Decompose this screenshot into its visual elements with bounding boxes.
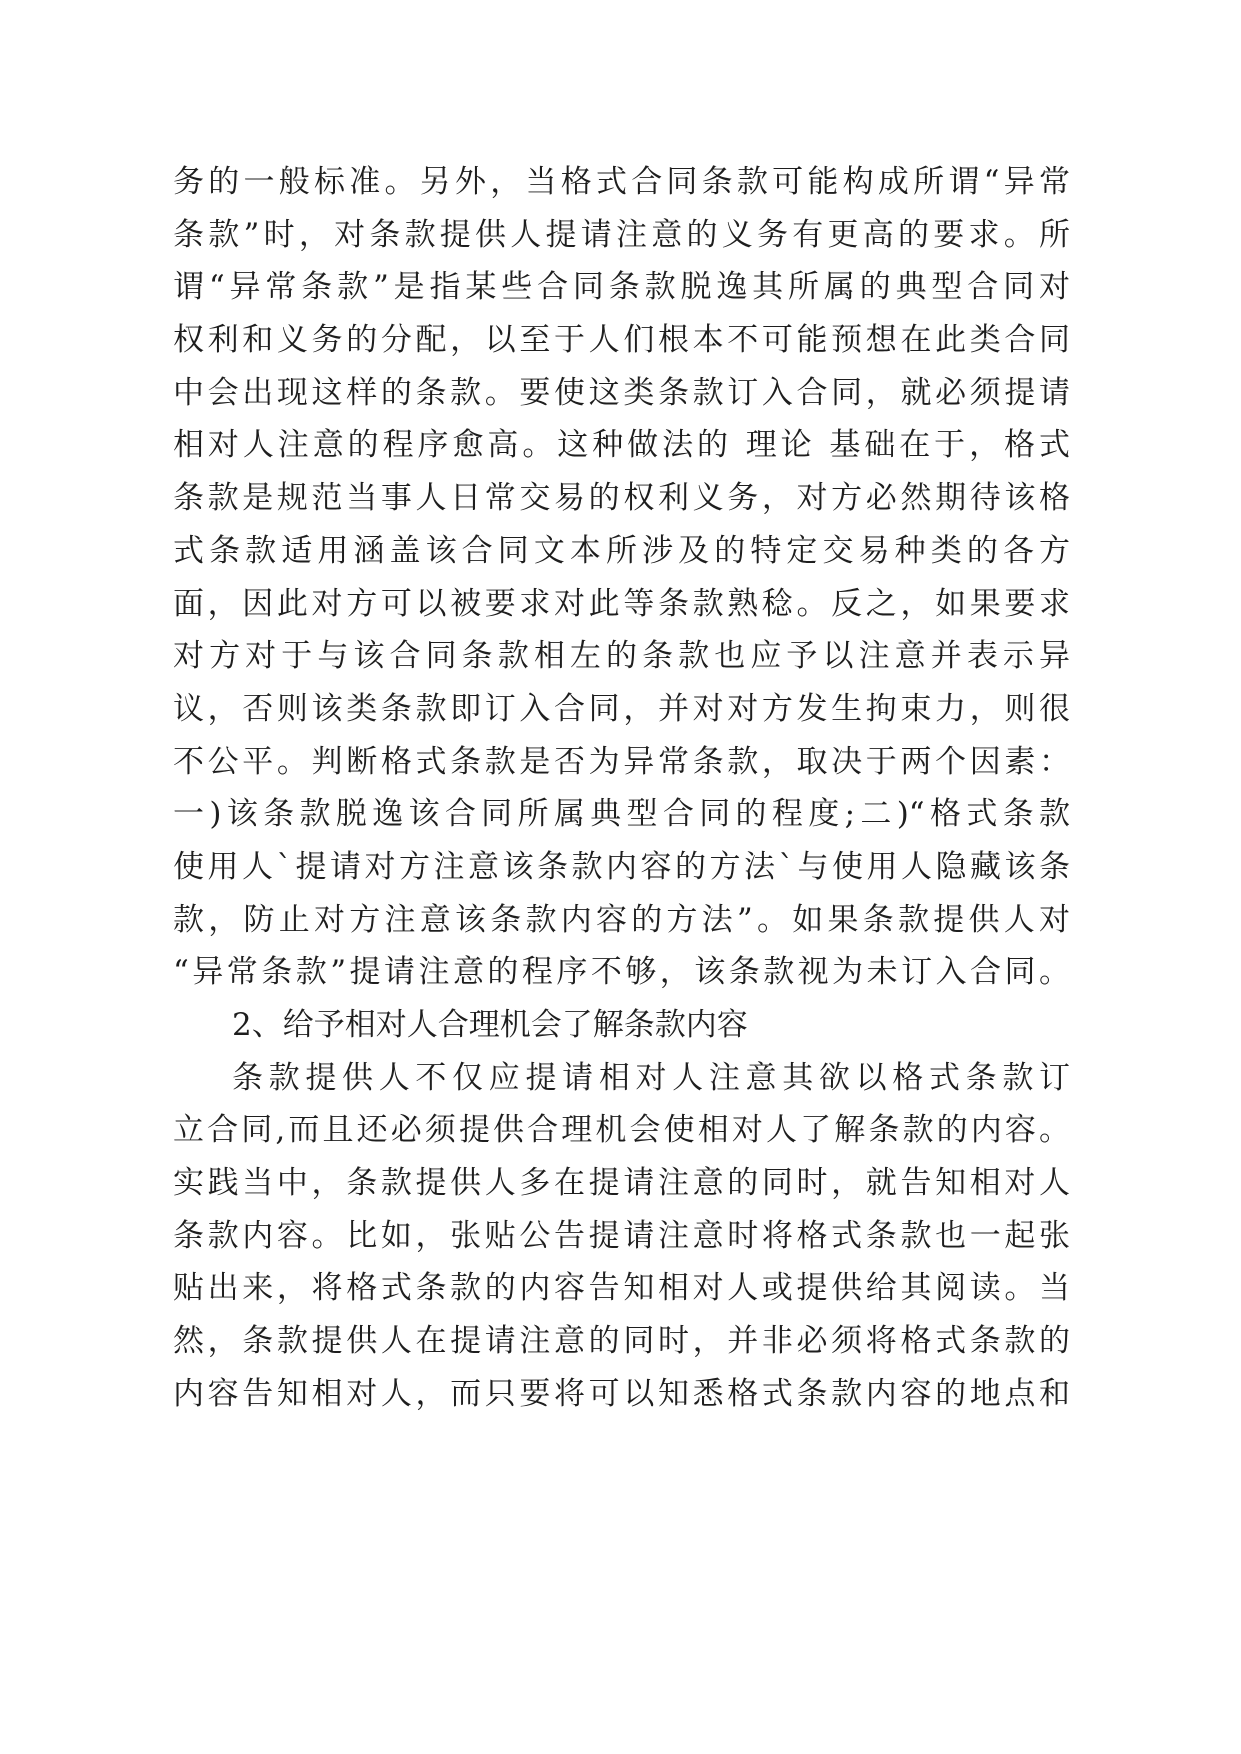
text-line: 款，防止对方注意该条款内容的方法”。如果条款提供人对 — [173, 901, 1070, 938]
text-line: 条款是规范当事人日常交易的权利义务，对方必然期待该格 — [173, 480, 1070, 517]
text-line: 一)该条款脱逸该合同所属典型合同的程度;二)“格式条款 — [173, 796, 1070, 833]
text-line: 务的一般标准。另外，当格式合同条款可能构成所谓“异常 — [173, 164, 1070, 200]
text-line: 议，否则该类条款即订入合同，并对对方发生拘束力，则很 — [173, 690, 1070, 727]
text-line: 面，因此对方可以被要求对此等条款熟稔。反之，如果要求 — [173, 585, 1070, 622]
body-text — [173, 156, 1070, 1421]
section-heading: 2、给予相对人合理机会了解条款内容 — [232, 1007, 748, 1043]
text-line: 条款内容。比如，张贴公告提请注意时将格式条款也一起张 — [173, 1217, 1070, 1254]
text-line: 条款”时，对条款提供人提请注意的义务有更高的要求。所 — [173, 216, 1070, 253]
text-line: 中会出现这样的条款。要使这类条款订入合同，就必须提请 — [173, 374, 1070, 411]
text-line: “异常条款”提请注意的程序不够，该条款视为未订入合同。 — [173, 954, 1070, 991]
text-line: 式条款适用涵盖该合同文本所涉及的特定交易种类的各方 — [173, 532, 1070, 569]
text-line: 立合同,而且还必须提供合理机会使相对人了解条款的内容。 — [173, 1112, 1070, 1149]
paragraph-first-line: 条款提供人不仅应提请相对人注意其欲以格式条款订 — [232, 1059, 1070, 1096]
text-line: 不公平。判断格式条款是否为异常条款，取决于两个因素： — [173, 743, 1070, 780]
text-line: 对方对于与该合同条款相左的条款也应予以注意并表示异 — [173, 638, 1070, 675]
text-line: 相对人注意的程序愈高。这种做法的 理论 基础在于，格式 — [173, 427, 1070, 464]
text-line: 使用人`提请对方注意该条款内容的方法`与使用人隐藏该条 — [173, 848, 1070, 885]
text-line: 权利和义务的分配，以至于人们根本不可能预想在此类合同 — [173, 322, 1070, 359]
text-line: 然，条款提供人在提请注意的同时，并非必须将格式条款的 — [173, 1323, 1070, 1360]
text-line: 谓“异常条款”是指某些合同条款脱逸其所属的典型合同对 — [173, 269, 1070, 306]
text-line: 实践当中，条款提供人多在提请注意的同时，就告知相对人 — [173, 1165, 1070, 1202]
text-line: 内容告知相对人，而只要将可以知悉格式条款内容的地点和 — [173, 1375, 1070, 1412]
text-line: 贴出来，将格式条款的内容告知相对人或提供给其阅读。当 — [173, 1270, 1070, 1307]
